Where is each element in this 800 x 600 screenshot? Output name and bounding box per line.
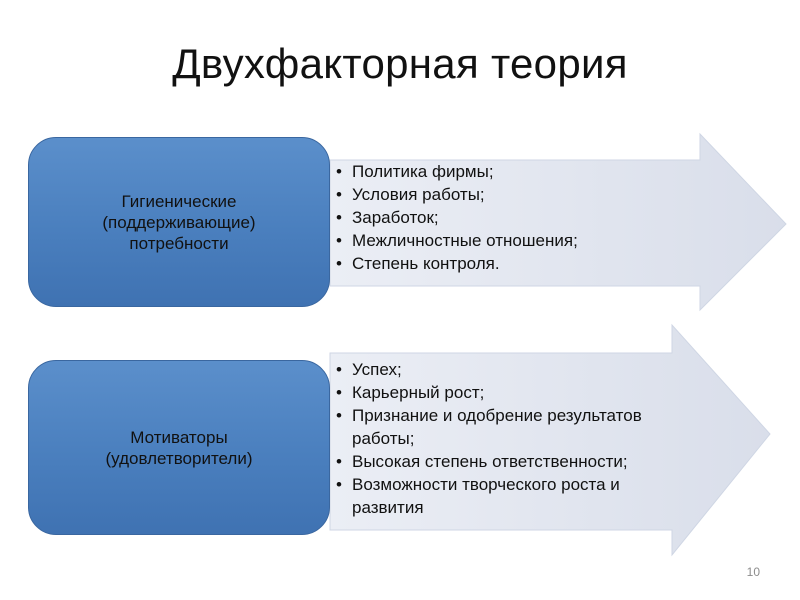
list-item: • Признание и одобрение результатов работы; [334,404,694,450]
motivators-box [28,360,330,535]
hygiene-needs-label: Гигиенические (поддерживающие) потребности [102,191,256,253]
list-item: • Успех; [334,358,694,381]
motivators-label: Мотиваторы (удовлетворители) [105,427,253,468]
hygiene-needs-box [28,137,330,307]
slide-title: Двухфакторная теория [172,40,628,87]
motivators-list [334,358,694,519]
list-item: • Межличностные отношения; [334,229,694,252]
list-item: • Политика фирмы; [334,160,694,183]
list-item: • Степень контроля. [334,252,694,275]
list-item: • Карьерный рост; [334,381,694,404]
list-item: • Заработок; [334,206,694,229]
list-item: • Высокая степень ответственности; [334,450,694,473]
list-item: • Возможности творческого роста и развития [334,473,694,519]
page-number: 10 [746,565,760,579]
hygiene-factors-list [334,160,694,275]
list-item: • Условия работы; [334,183,694,206]
